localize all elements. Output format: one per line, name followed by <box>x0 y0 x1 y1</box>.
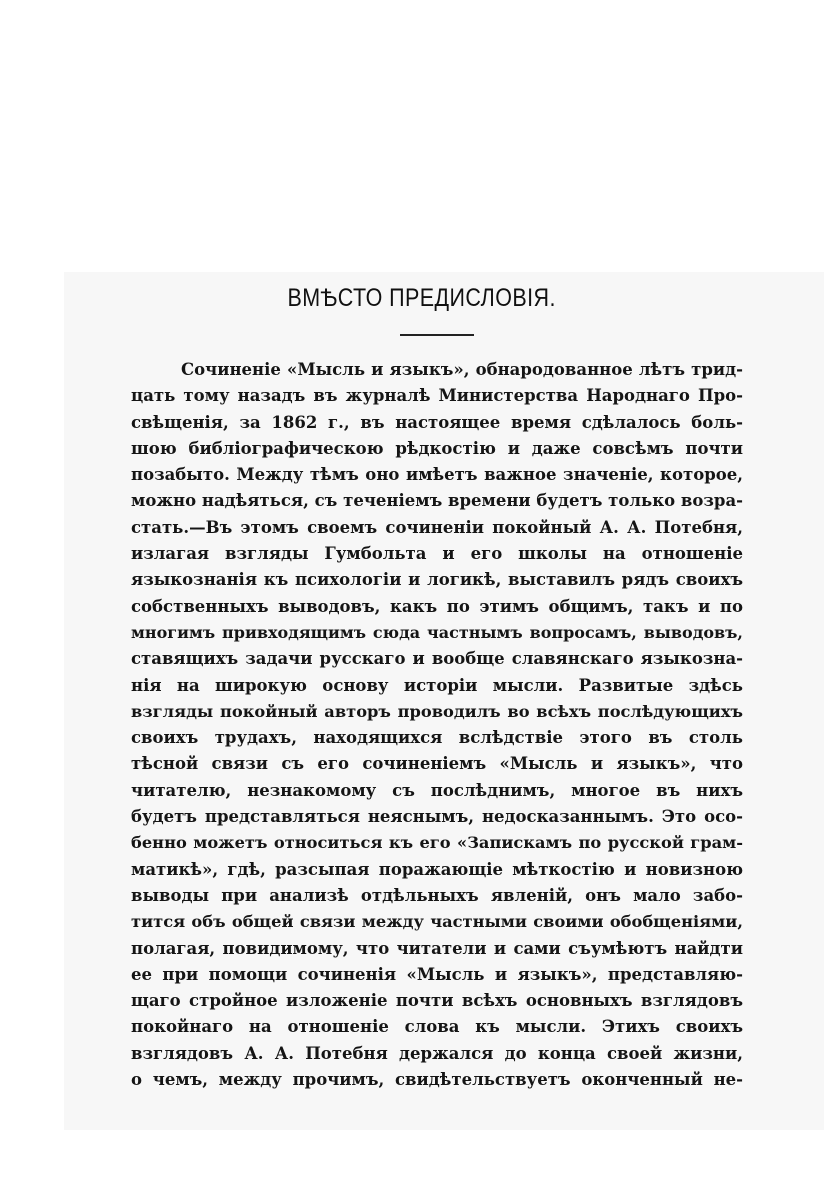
text-line: стать.—Въ этомъ своемъ сочиненіи покойный А. А. Потебня, <box>131 517 743 537</box>
text-line: своихъ трудахъ, находящихся вслѣдствіе этого въ столь <box>131 728 743 748</box>
text-line: будетъ представляться неяснымъ, недосказаннымъ. Это осо- <box>131 807 743 827</box>
text-line: о чемъ, между прочимъ, свидѣтельствуетъ оконченный не- <box>131 1070 743 1090</box>
text-line: покойнаго на отношеніе слова къ мысли. Этихъ своихъ <box>131 1017 743 1037</box>
title-divider <box>400 334 474 336</box>
text-line: позабыто. Между тѣмъ оно имѣетъ важное значеніе, которое, <box>131 465 743 485</box>
text-line: можно надѣяться, съ теченіемъ времени будетъ только возра- <box>131 491 743 511</box>
text-line: собственныхъ выводовъ, какъ по этимъ общимъ, такъ и по <box>131 596 743 616</box>
text-line: матикѣ», гдѣ, разсыпая поражающіе мѣткостію и новизною <box>131 859 743 879</box>
text-line: читателю, незнакомому съ послѣднимъ, многое въ нихъ <box>131 780 743 800</box>
text-line: свѣщенія, за 1862 г., въ настоящее время сдѣлалось боль- <box>131 412 743 432</box>
text-line: языкознанія къ психологіи и логикѣ, выставилъ рядъ своихъ <box>131 570 743 590</box>
text-line: полагая, повидимому, что читатели и сами съумѣютъ найдти <box>131 938 743 958</box>
text-line: нія на широкую основу исторіи мысли. Развитые здѣсь <box>131 675 743 695</box>
body-text <box>131 357 743 1093</box>
text-line: Сочиненіе «Мысль и языкъ», обнародованное лѣтъ трид- <box>181 360 743 379</box>
text-line: многимъ привходящимъ сюда частнымъ вопросамъ, выводовъ, <box>131 622 743 642</box>
text-line: ставящихъ задачи русскаго и вообще славянскаго языкозна- <box>131 649 743 669</box>
page-title: ВМѢСТО ПРЕДИСЛОВІЯ. <box>287 284 556 312</box>
text-line: шою библіографическою рѣдкостію и даже совсѣмъ почти <box>131 438 743 458</box>
text-line: излагая взгляды Гумбольта и его школы на отношеніе <box>131 544 743 564</box>
text-line: цать тому назадъ въ журналѣ Министерства Народнаго Про- <box>131 386 743 406</box>
text-line: бенно можетъ относиться къ его «Запискамъ по русской грам- <box>131 833 743 853</box>
text-line: тится объ общей связи между частными своими обобщеніями, <box>131 912 743 932</box>
text-line: щаго стройное изложеніе почти всѣхъ основныхъ взглядовъ <box>131 991 743 1011</box>
text-line: ее при помощи сочиненія «Мысль и языкъ», представляю- <box>131 964 743 984</box>
text-line: взглядовъ А. А. Потебня держался до конца своей жизни, <box>131 1043 743 1063</box>
text-line: взгляды покойный авторъ проводилъ во всѣхъ послѣдующихъ <box>131 701 743 721</box>
text-line: выводы при анализѣ отдѣльныхъ явленій, онъ мало забо- <box>131 885 743 905</box>
text-line: тѣсной связи съ его сочиненіемъ «Мысль и языкъ», что <box>131 754 743 774</box>
